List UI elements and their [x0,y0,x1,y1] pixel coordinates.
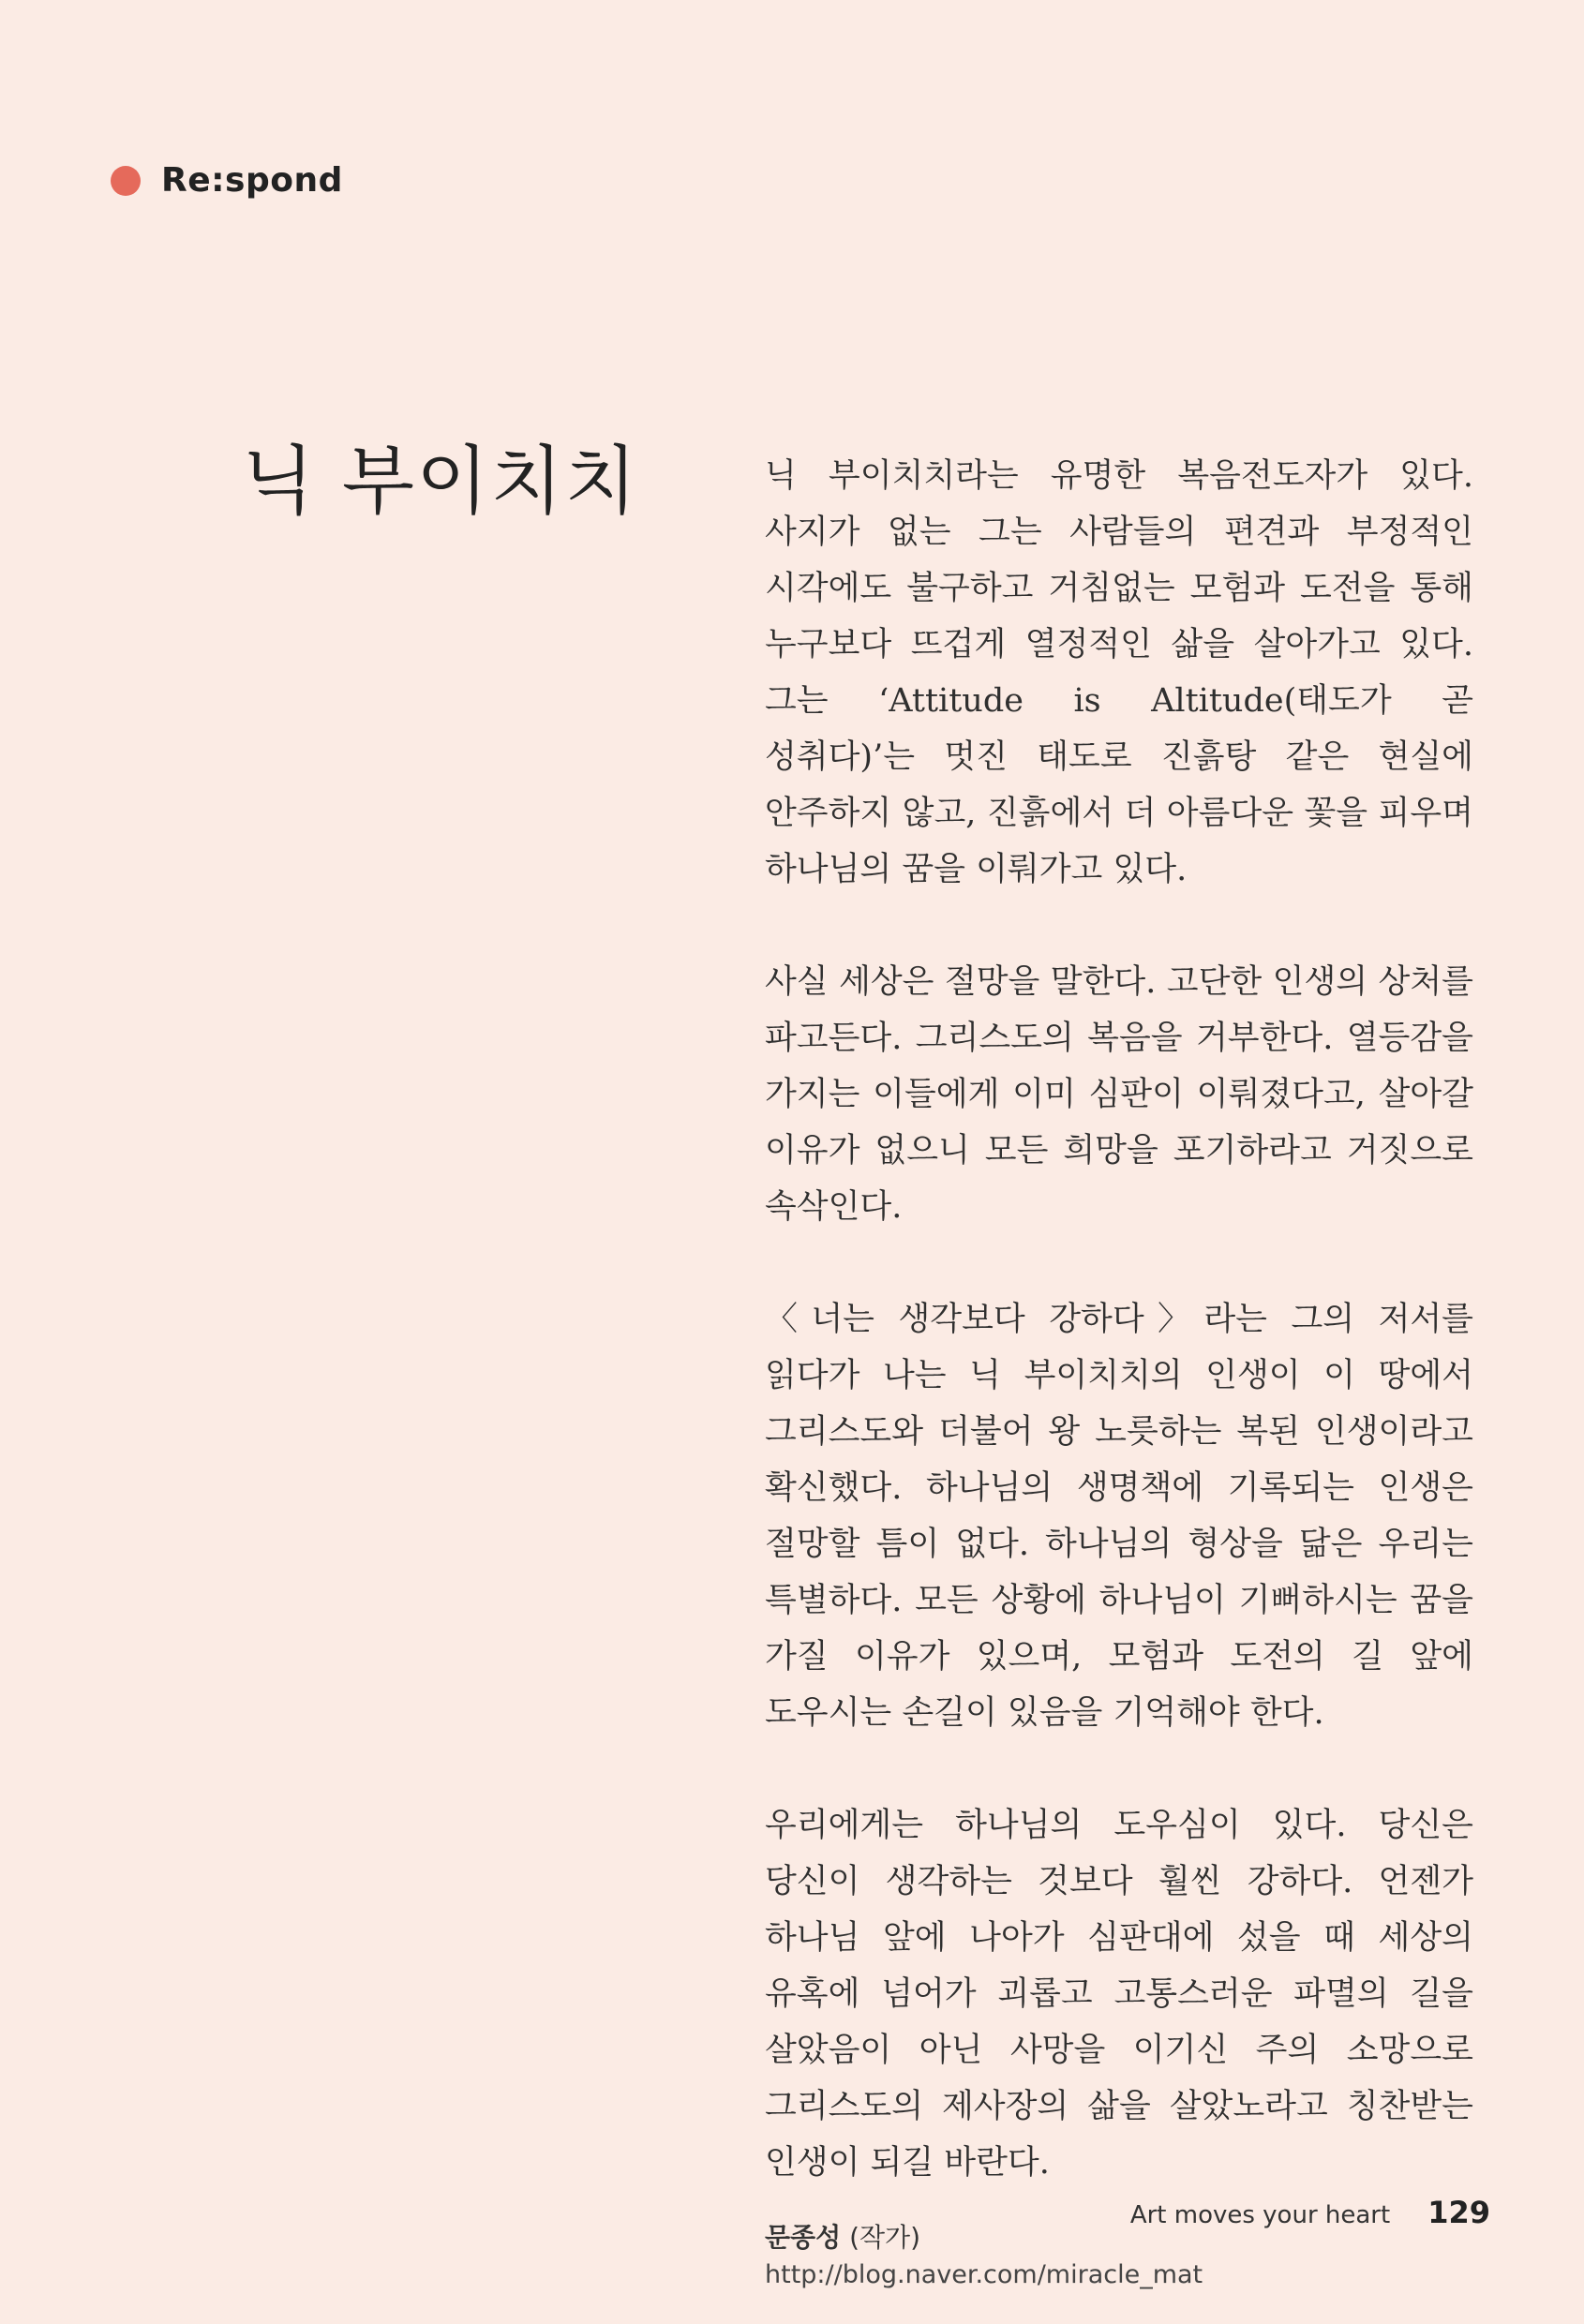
paragraph-1: 닉 부이치치라는 유명한 복음전도자가 있다. 사지가 없는 그는 사람들의 편견과 부정적인 시각에도 불구하고 거침없는 모험과 도전을 통해 누구보다 뜨겁게 열정적인 삶을 살아가고 있다. 그는 ‘Attitude is Altitude(태도가 곧 성취다)’는 멋진 태도로 진흙탕 같은 현실에 안주하지 않고, 진흙에서 더 아름다운 꽃을 피우며 하나님의 꿈을 이뤄가고 있다. [765,457,1473,888]
author-blog-link[interactable]: http://blog.naver.com/miracle_mat [765,2260,1203,2289]
circle-bullet-icon [111,166,141,196]
paragraph-4: 우리에게는 하나님의 도우심이 있다. 당신은 당신이 생각하는 것보다 훨씬 강하다. 언젠가 하나님 앞에 나아가 심판대에 섰을 때 세상의 유혹에 넘어가 괴롭고 고통스러운 파멸의 길을 살았음이 아닌 사망을 이기신 주의 소망으로 그리스도의 제사장의 삶을 살았노라고 칭찬받는 인생이 되길 바란다. [765,1807,1473,2182]
author-name: 문종성 [765,2222,842,2253]
author-credit [765,2219,1473,2294]
paragraph-3: 〈너는 생각보다 강하다〉라는 그의 저서를 읽다가 나는 닉 부이치치의 인생이 이 땅에서 그리스도와 더불어 왕 노릇하는 복된 인생이라고 확신했다. 하나님의 생명책에 기록되는 인생은 절망할 틈이 없다. 하나님의 형상을 닮은 우리는 특별하다. 모든 상황에 하나님이 기뻐하시는 꿈을 가질 이유가 있으며, 모험과 도전의 길 앞에 도우시는 손길이 있음을 기억해야 한다. [765,1301,1473,1732]
page-footer [1130,2195,1490,2230]
section-tag [111,161,343,200]
author-role: (작가) [849,2222,921,2253]
footer-tagline: Art moves your heart [1129,2201,1391,2229]
article-title: 닉 부이치치 [242,438,639,525]
article-body [765,448,1473,2294]
section-label: Re:spond [161,161,343,200]
paragraph-2: 사실 세상은 절망을 말한다. 고단한 인생의 상처를 파고든다. 그리스도의 복음을 거부한다. 열등감을 가지는 이들에게 이미 심판이 이뤄졌다고, 살아갈 이유가 없으니 모든 희망을 포기하라고 거짓으로 속삭인다. [765,963,1473,1226]
page-number: 129 [1427,2195,1490,2230]
